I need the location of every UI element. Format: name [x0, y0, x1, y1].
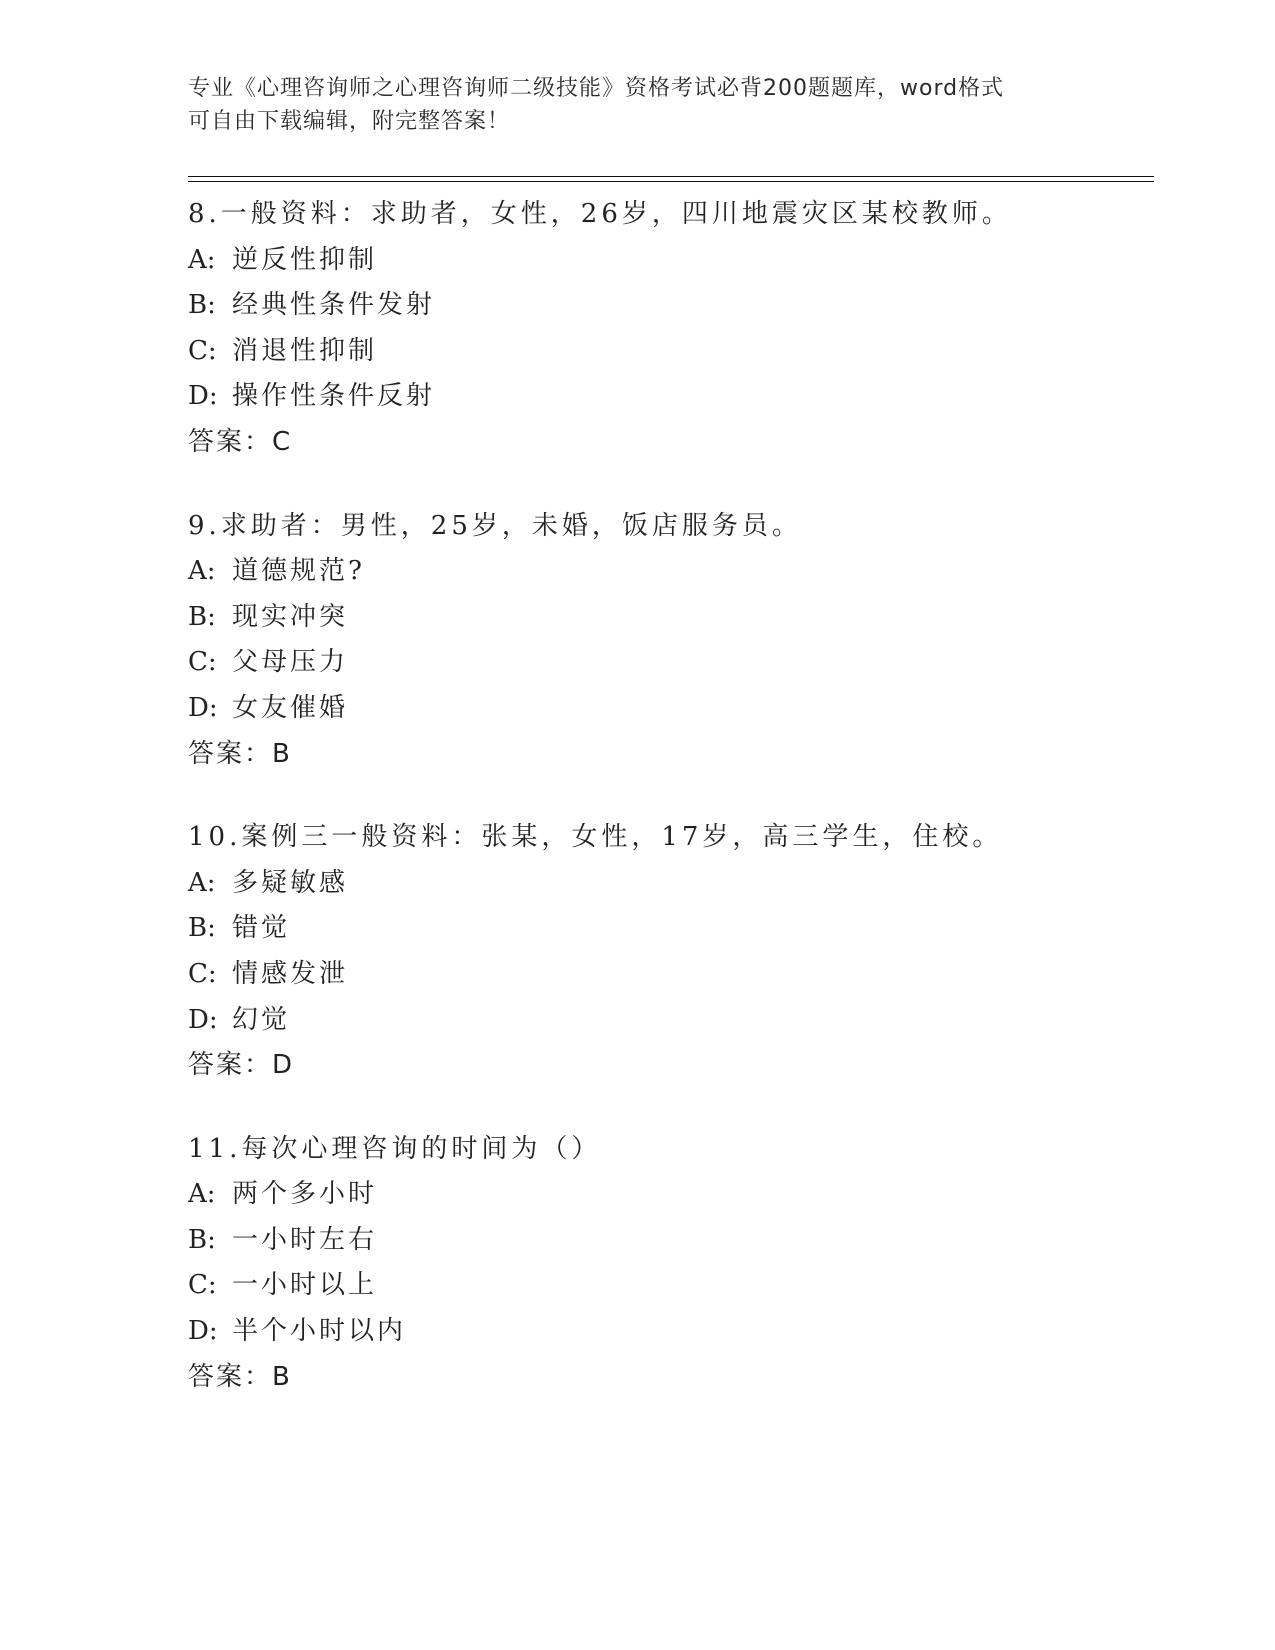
- option-letter: A:: [188, 556, 216, 587]
- option-letter: A:: [188, 867, 216, 898]
- question-10: [188, 815, 1148, 1089]
- option-text: 父母压力: [232, 647, 349, 678]
- question-stem: 10.案例三一般资料：张某，女性，17岁，高三学生，住校。: [188, 822, 1003, 853]
- question-8: [188, 192, 1148, 466]
- option-letter: A:: [188, 1179, 216, 1210]
- question-11: [188, 1127, 1148, 1401]
- option-text: 逆反性抑制: [232, 244, 378, 275]
- option-letter: B:: [188, 290, 216, 321]
- option-b: [188, 595, 1148, 641]
- question-stem: 9.求助者：男性，25岁，未婚，饭店服务员。: [188, 510, 802, 541]
- option-letter: C:: [188, 335, 217, 366]
- option-a: [188, 238, 1148, 284]
- header-line-1: 专业《心理咨询师之心理咨询师二级技能》资格考试必背200题题库，word格式: [188, 76, 1005, 101]
- answer-line: 答案：D: [188, 1050, 295, 1081]
- option-letter: D:: [188, 381, 218, 412]
- option-letter: A:: [188, 244, 216, 275]
- option-text: 情感发泄: [232, 958, 349, 989]
- option-text: 操作性条件反射: [232, 381, 436, 412]
- answer-line: 答案：C: [188, 426, 293, 457]
- option-d: [188, 1309, 1148, 1355]
- option-b: [188, 283, 1148, 329]
- header-line-2: 可自由下载编辑，附完整答案！: [188, 109, 511, 134]
- question-stem: 8.一般资料：求助者，女性，26岁，四川地震灾区某校教师。: [188, 199, 1012, 229]
- option-d: [188, 686, 1148, 732]
- option-text: 道德规范?: [232, 556, 365, 587]
- question-stem: 11.每次心理咨询的时间为（）: [188, 1133, 602, 1164]
- option-letter: B:: [188, 601, 216, 632]
- option-a: [188, 1172, 1148, 1218]
- option-a: [188, 861, 1148, 907]
- option-text: 一小时左右: [232, 1224, 378, 1255]
- option-text: 现实冲突: [232, 601, 349, 632]
- option-text: 女友催婚: [232, 692, 349, 723]
- document-header: [188, 72, 1088, 138]
- answer-line: 答案：B: [188, 738, 292, 769]
- option-letter: B:: [188, 913, 216, 944]
- option-text: 消退性抑制: [232, 335, 378, 366]
- answer-line: 答案：B: [188, 1361, 292, 1392]
- option-letter: C:: [188, 958, 217, 989]
- option-c: [188, 640, 1148, 686]
- option-letter: D:: [188, 1316, 218, 1347]
- option-c: [188, 329, 1148, 375]
- option-text: 半个小时以内: [232, 1316, 407, 1347]
- option-letter: D:: [188, 692, 218, 723]
- option-b: [188, 906, 1148, 952]
- option-letter: B:: [188, 1224, 216, 1255]
- option-text: 错觉: [232, 913, 291, 944]
- header-divider-top: [188, 176, 1154, 177]
- option-d: [188, 374, 1148, 420]
- option-text: 一小时以上: [232, 1270, 378, 1301]
- option-letter: D:: [188, 1004, 218, 1035]
- header-divider-bottom: [188, 181, 1154, 182]
- question-9: [188, 504, 1148, 778]
- question-list: [188, 192, 1148, 1438]
- option-text: 经典性条件发射: [232, 290, 436, 321]
- option-text: 多疑敏感: [232, 867, 349, 898]
- option-letter: C:: [188, 1270, 217, 1301]
- option-letter: C:: [188, 647, 217, 678]
- option-c: [188, 1263, 1148, 1309]
- option-text: 两个多小时: [232, 1179, 378, 1210]
- option-d: [188, 998, 1148, 1044]
- option-c: [188, 952, 1148, 998]
- option-b: [188, 1218, 1148, 1264]
- option-a: [188, 549, 1148, 595]
- option-text: 幻觉: [232, 1004, 291, 1035]
